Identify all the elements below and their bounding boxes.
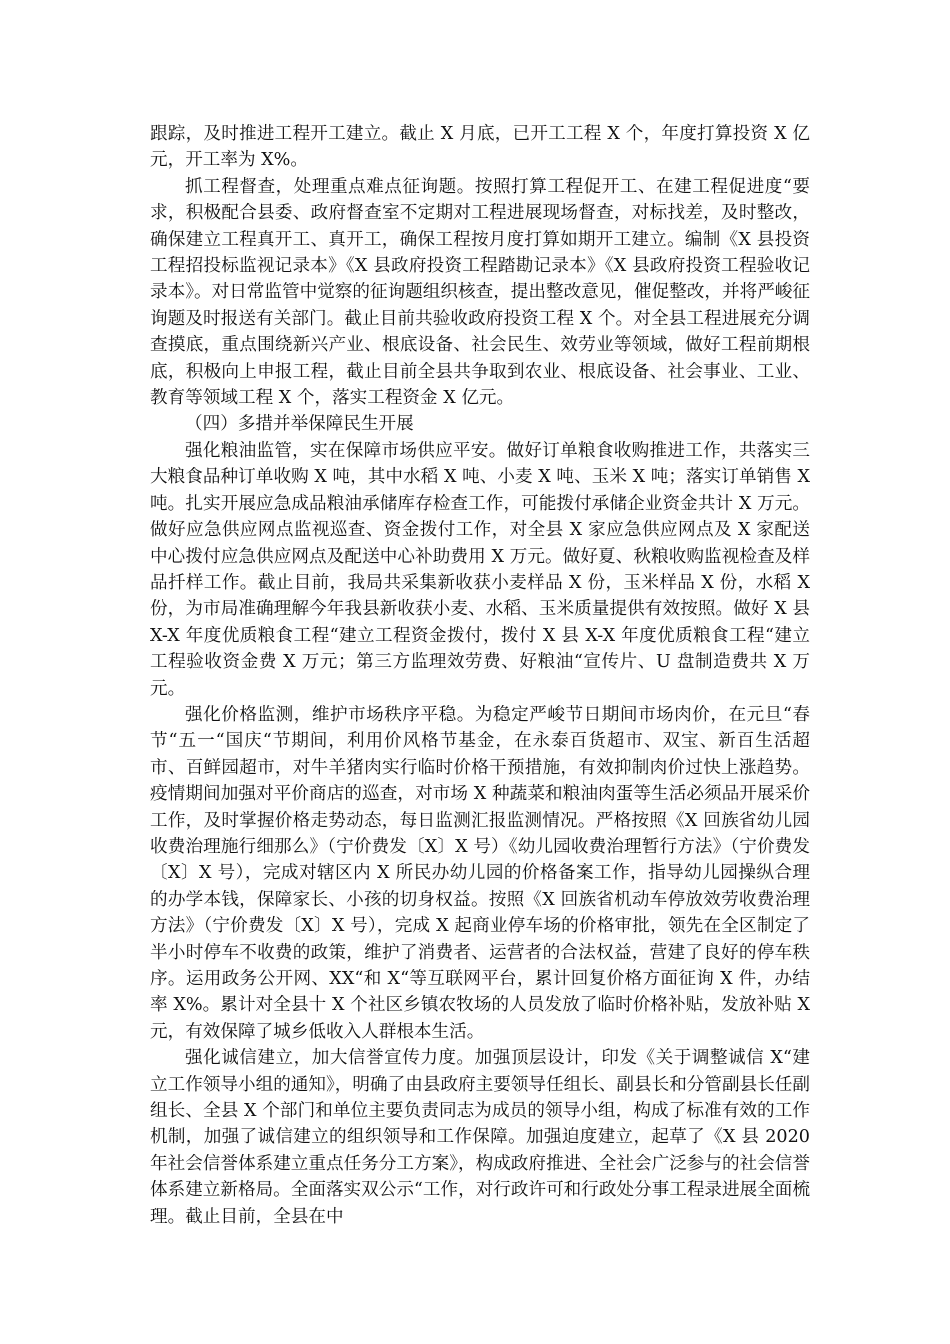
section-heading-livelihood: （四）多措并举保障民生开展 — [185, 414, 414, 435]
paragraph-credit-building: 强化诚信建立，加大信誉宣传力度。加强顶层设计，印发《关于调整诚信 X“建立工作领导小组的通知》，明确了由县政府主要领导任组长、副县长和分管副县长任副组长、全县 X 个部门和单位主要负责同志为成员的领导小组，构成了标准有效的工作机制，加强了诚信建立的组织领导和工作保障。加强迫度建立，起草了《X 县 2020 年社会信誉体系建立重点任务分工方案》，构成政府推进、全社会广泛参与的社会信誉体系建立新格局。全面落实双公示“工作，对行政许可和行政处分事工程录进展全面梳理。截止目前，全县在中 — [150, 1048, 810, 1227]
paragraph-price-monitoring: 强化价格监测，维护市场秩序平稳。为稳定严峻节日期间市场肉价，在元旦“春节“五一“国庆“节期间，利用价风格节基金，在永泰百货超市、双宝、新百生活超市、百鲜园超市，对牛羊猪肉实行临时价格干预措施，有效抑制肉价过快上涨趋势。疫情期间加强对平价商店的巡查，对市场 X 种蔬菜和粮油肉蛋等生活必须品开展采价工作，及时掌握价格走势动态，每日监测汇报监测情况。严格按照《X 回族省幼儿园收费治理施行细那么》（宁价费发〔X〕X 号）《幼儿园收费治理暂行方法》（宁价费发〔X〕X 号），完成对辖区内 X 所民办幼儿园的价格备案工作，指导幼儿园操纵合理的办学本钱，保障家长、小孩的切身权益。按照《X 回族省机动车停放效劳收费治理方法》（宁价费发〔X〕X 号），完成 X 起商业停车场的价格审批，领先在全区制定了半小时停车不收费的政策，维护了消费者、运营者的合法权益，营建了良好的停车秩序。运用政务公开网、XX“和 X“等互联网平台，累计回复价格方面征询 X 件，办结率 X%。累计对全县十 X 个社区乡镇农牧场的人员发放了临时价格补贴，发放补贴 X 元，有效保障了城乡低收入人群根本生活。 — [150, 704, 810, 1042]
paragraph-project-supervision: 抓工程督查，处理重点难点征询题。按照打算工程促开工、在建工程促进度“要求，积极配合县委、政府督查室不定期对工程进展现场督查，对标找差，及时整改，确保建立工程真开工、真开工，确保工程按月度打算如期开工建立。编制《X 县投资工程招投标监视记录本》《X 县政府投资工程踏勘记录本》《X 县政府投资工程验收记录本》。对日常监管中觉察的征询题组织核查，提出整改意见，催促整改，并将严峻征询题及时报送有关部门。截止目前共验收政府投资工程 X 个。对全县工程进展充分调查摸底，重点围绕新兴产业、根底设备、社会民生、效劳业等领域，做好工程前期根底，积极向上申报工程，截止目前全县共争取到农业、根底设备、社会事业、工业、教育等领域工程 X 个，落实工程资金 X 亿元。 — [150, 176, 810, 409]
paragraph-continued: 跟踪，及时推进工程开工建立。截止 X 月底，已开工工程 X 个，年度打算投资 X 亿元，开工率为 X%。 — [150, 124, 810, 171]
paragraph-grain-oil-supervision: 强化粮油监管，实在保障市场供应平安。做好订单粮食收购推进工作，共落实三大粮食品种订单收购 X 吨，其中水稻 X 吨、小麦 X 吨、玉米 X 吨；落实订单销售 X 吨。扎实开展应急成品粮油承储库存检查工作，可能拨付承储企业资金共计 X 万元。做好应急供应网点监视巡查、资金拨付工作，对全县 X 家应急供应网点及 X 家配送中心拨付应急供应网点及配送中心补助费用 X 万元。做好夏、秋粮收购监视检查及样品扦样工作。截止目前，我局共采集新收获小麦样品 X 份，玉米样品 X 份，水稻 X 份，为市局准确理解今年我县新收获小麦、水稻、玉米质量提供有效按照。做好 X 县 X-X 年度优质粮食工程“建立工程资金拨付，拨付 X 县 X-X 年度优质粮食工程“建立工程验收资金费 X 万元；第三方监理效劳费、好粮油“宣传片、U 盘制造费共 X 万元。 — [150, 440, 810, 699]
document-body — [150, 121, 810, 1230]
